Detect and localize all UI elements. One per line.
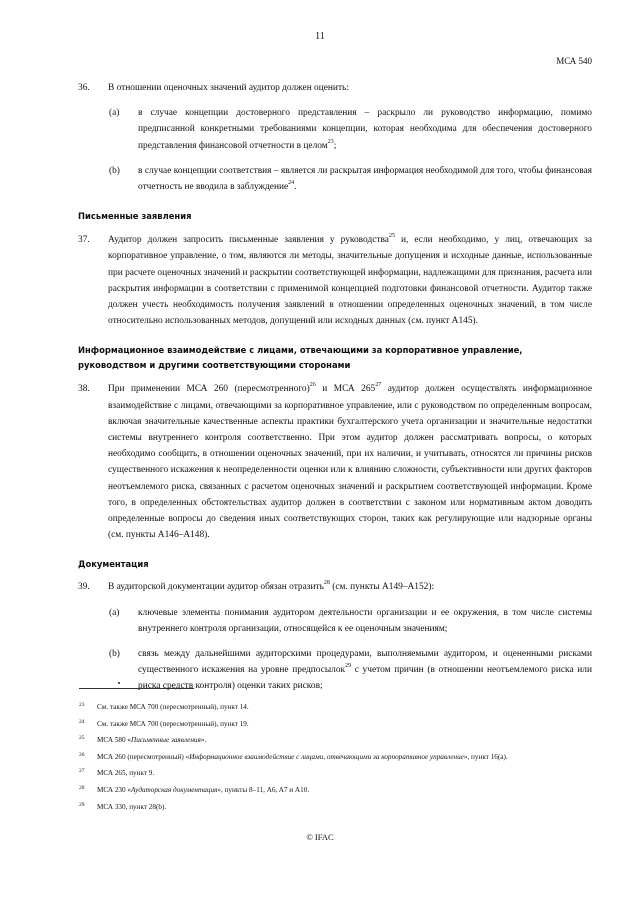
- footnote-separator: [79, 688, 194, 689]
- list-item-text: ключевые элементы понимания аудитором деятельности организации и ее окружения, в том числе системы внутреннего контроля организации, относящейся к ее оценочным значениям;: [138, 607, 592, 634]
- standard-code: МСА 540: [556, 56, 592, 66]
- list-item: [78, 605, 592, 637]
- footnote: [79, 719, 599, 729]
- list-item-text: в случае концепции достоверного представления – раскрыло ли руководство информацию, помимо предписанной конкретными требованиями концепции, которая необходима для обеспечения достоверного представления финансовой отчетности в целом: [138, 108, 592, 151]
- paragraph-number: 39.: [78, 582, 90, 593]
- paragraph-37: 37. Аудитор должен запросить письменные заявления у руководства$^{25}$ и, если необходимо, у лиц, отвечающих за корпоративное управление, о том, являются ли методы, значительные допущения и исходные данные, использованные при расчете оценочных значений и раскрытии соответствующей информации, надлежащими для признания, расчета или раскрытия информации в соответствии с применимой концепцией подготовки финансовой отчетности. Аудитор также должен учесть необходимость получения заявлений в отношении определенных оценочных значений, в том числе относительно использованных методов, допущений или исходных данных (см. пункт A145).: [78, 233, 592, 327]
- footnote-number: 25: [79, 735, 85, 742]
- section-heading: Письменные заявления: [78, 211, 192, 222]
- list-item-text: в случае концепции соответствия – является ли раскрытая информация необходимой для того, чтобы финансовая отчетность не вводила в заблуждение: [138, 165, 592, 193]
- paragraph-39: 39. В аудиторской документации аудитор обязан отразить$^{28}$ (см. пункты A149–A152):: [78, 579, 592, 595]
- footnote-text: См. также МСА 700 (пересмотренный), пункт 14.: [97, 703, 249, 711]
- footnote: 25 МСА 580 «Письменные заявления».: [79, 735, 207, 745]
- paragraph-38: 38. При применении МСА 260 (пересмотренного)$^{26}$ и МСА $265^{27}$ аудитор должен осуществлять информационное взаимодействие с лицами, отвечающими за корпоративное управление, или с руководством по определенным вопросам, включая значительные качественные аспекты практики бухгалтерского учета организации и значительные недостатки системы внутреннего контроля соответственно. При этом аудитор должен рассматривать вопросы, о которых необходимо сообщить, в отношении оценочных значений, при их наличии, и учитывать, относятся ли причины рисков существенного искажения к неопределенности оценки или к влиянию сложности, субъективности или других факторов неотъемлемого риска, связанных с расчетом оценочных значений и раскрытием соответствующей информации. Кроме того, в определенных обстоятельствах аудитор должен в соответствии с законом или нормативным актом доводить определенные вопросы до сведения иных соответствующих сторон, таких как регулирующие или надзорные органы (см. пункты A146–A148).: [78, 382, 593, 541]
- footnote-number: 28: [79, 784, 85, 791]
- list-item-label: (a): [109, 607, 120, 618]
- footnote-ref: 26: [309, 382, 316, 389]
- list-item: (b) связь между дальнейшими аудиторскими процедурами, выполняемыми аудитором, и оцененными рисками существенного искажения на уровне предпосылок$^{29}$ с учетом причин (в отношении неотъемлемого риска или риска средств контроля) оценки таких рисков;: [78, 646, 592, 695]
- footnote: [79, 802, 599, 812]
- footnote-number: 29: [79, 801, 85, 808]
- footnote: 26 МСА 260 (пересмотренный) «Информационное взаимодействие с лицами, отвечающими за корпоративное управление», пункт 16(a).: [79, 751, 508, 761]
- footnotes: [79, 702, 599, 818]
- footnote-text: МСА 330, пункт 28(b).: [97, 802, 167, 811]
- paragraph-number: 37.: [78, 235, 90, 246]
- list-item-label: (b): [109, 165, 120, 176]
- cited-title: Информационное взаимодействие с лицами, отвечающими за корпоративное управление: [189, 752, 464, 761]
- scan-speck: [118, 682, 120, 684]
- section-heading: Документация: [78, 559, 149, 570]
- footnote-ref: 28: [323, 580, 330, 587]
- list-item: (b) в случае концепции соответствия – является ли раскрытая информация необходимой для того, чтобы финансовая отчетность не вводила в заблуждение$^{24}$.: [78, 163, 592, 195]
- list-item: (a) в случае концепции достоверного представления – раскрыло ли руководство информацию, помимо предписанной конкретными требованиями концепции, которая необходима для обеспечения достоверного представления финансовой отчетности в целом$^{23}$;: [78, 105, 592, 154]
- footnote-ref: 25: [388, 233, 395, 240]
- paragraph-text: Аудитор должен запросить письменные заявления у руководства: [108, 235, 389, 246]
- page-number: 11: [315, 31, 325, 42]
- footnote-text: МСА 265, пункт 9.: [97, 769, 155, 778]
- footnote-number: 27: [79, 768, 85, 775]
- footnote-ref: 24: [288, 180, 295, 187]
- footnote: [79, 702, 599, 712]
- footnote-ref: 23: [327, 138, 334, 145]
- paragraph-intro: В отношении оценочных значений аудитор должен оценить:: [108, 83, 349, 93]
- footnote: [79, 768, 599, 778]
- section-heading: Информационное взаимодействие с лицами, отвечающими за корпоративное управление, руководством и другими соответствующими сторонами: [78, 345, 523, 371]
- footnote-ref: 27: [375, 382, 382, 389]
- paragraph-36: [78, 80, 592, 96]
- footnote-number: 24: [79, 718, 85, 725]
- footnote-ref: 29: [345, 663, 352, 670]
- cited-title: Аудиторская документация: [131, 785, 218, 794]
- list-item-text: связь между дальнейшими аудиторскими процедурами, выполняемыми аудитором, и оцененными рисками существенного искажения на уровне предпосылок: [138, 649, 592, 676]
- footnote-number: 23: [79, 702, 85, 708]
- paragraph-number: 36.: [78, 83, 90, 93]
- footnote-number: 26: [79, 751, 85, 758]
- paragraph-number: 38.: [78, 384, 90, 395]
- cited-title: Письменные заявления: [131, 736, 201, 745]
- paragraph-text: При применении МСА 260 (пересмотренного): [108, 384, 310, 395]
- footnote: 28 МСА 230 «Аудиторская документация», пункты 8–11, A6, A7 и A10.: [79, 784, 310, 794]
- list-item-label: (a): [109, 108, 120, 119]
- main-text: [78, 80, 592, 695]
- paragraph-intro: В аудиторской документации аудитор обязан отразить: [108, 582, 324, 593]
- footnote-text: См. также МСА 700 (пересмотренный), пункт 19.: [97, 719, 249, 728]
- list-item-label: (b): [109, 649, 120, 660]
- copyright-footer: © IFAC: [306, 832, 334, 842]
